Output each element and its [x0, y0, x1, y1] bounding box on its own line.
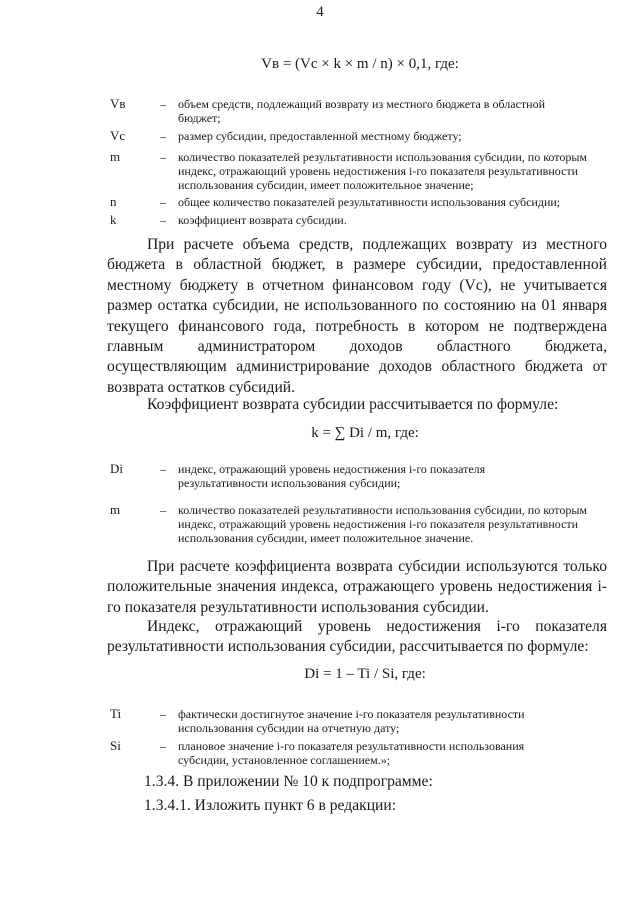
def-text-k: коэффициент возврата субсидии.: [178, 213, 347, 227]
def-symbol-m: m: [110, 149, 121, 164]
def-text-vs-visible: размер субсидии, предоставленной местному бюджету;: [178, 129, 462, 143]
def-symbol-m2: m: [110, 502, 121, 517]
def-dash: –: [160, 213, 166, 227]
def-dash: –: [160, 462, 166, 476]
def-text-di: индекс, отражающий уровень недостижения i-го показателя результативности использования субсидии;: [178, 462, 486, 490]
def-symbol-si: Si: [110, 738, 121, 753]
paragraph-coefficient-intro: Коэффициент возврата субсидии рассчитывается по формуле:: [147, 396, 559, 413]
def-dash: –: [160, 97, 166, 111]
page-number: 4: [316, 4, 324, 20]
def-dash: –: [160, 129, 166, 143]
formula-index: Di = 1 – Ti / Si, где:: [304, 666, 426, 682]
formula-coefficient: k = ∑ Di / m, где:: [311, 425, 419, 441]
def-dash: –: [160, 707, 166, 721]
paragraph-calculation-volume: При расчете объема средств, подлежащих возврату из местного бюджета в областной бюджет, в размере субсидии, предоставленной местному бюджету в отчетном финансовом году (Vс), не учитывается размер остатка субсидии, не использованного по состоянию на 01 января текущего финансового года, потребность в котором не подтверждена главным администратором доходов областного бюджета, осуществляющим администрирование доходов областного бюджета от возврата остатков субсидий.: [107, 236, 607, 396]
paragraph-positive-values: При расчете коэффициента возврата субсидии используются только положительные значения индекса, отражающего уровень недостижения i-го показателя результативности использования субсидии.: [107, 558, 607, 616]
def-dash: –: [160, 195, 166, 209]
def-symbol-n: n: [110, 194, 117, 209]
def-text-si: плановое значение i-го показателя результативности использования субсидии, установленное соглашением.»;: [178, 739, 525, 767]
def-text-ti: фактически достигнутое значение i-го показателя результативности использования субсидии на отчетную дату;: [178, 707, 525, 735]
paragraph-index-intro: Индекс, отражающий уровень недостижения i-го показателя результативности использования субсидии, рассчитывается по формуле:: [107, 618, 607, 656]
def-text-n: общее количество показателей результативности использования субсидии;: [178, 195, 561, 209]
def-text-vv: объем средств, подлежащий возврату из местного бюджета в областной бюджет;: [178, 97, 545, 125]
formula-return-volume: Vв = (Vс × k × m / n) × 0,1, где:: [261, 56, 459, 72]
def-symbol-k: k: [110, 212, 117, 227]
def-symbol-ti: Ti: [110, 706, 122, 721]
def-dash: –: [160, 150, 166, 164]
item-1-3-4: 1.3.4. В приложении № 10 к подпрограмме:: [144, 773, 433, 790]
def-symbol-vv: Vв: [110, 96, 126, 111]
item-1-3-4-1: 1.3.4.1. Изложить пункт 6 в редакции:: [144, 797, 397, 814]
def-text-m2: количество показателей результативности использования субсидии, по которым индекс, отражающий уровень недостижения i-го показателя результативности использования субсидии, имеет положительное значение.: [178, 503, 588, 545]
def-text-m: количество показателей результативности использования субсидии, по которым индекс, отражающий уровень недостижения i-го показателя результативности использования субсидии, имеет положительное значение;: [178, 150, 588, 192]
def-symbol-di: Di: [110, 461, 123, 476]
def-dash: –: [160, 503, 166, 517]
def-symbol-vs: Vс: [110, 128, 126, 143]
def-dash: –: [160, 739, 166, 753]
